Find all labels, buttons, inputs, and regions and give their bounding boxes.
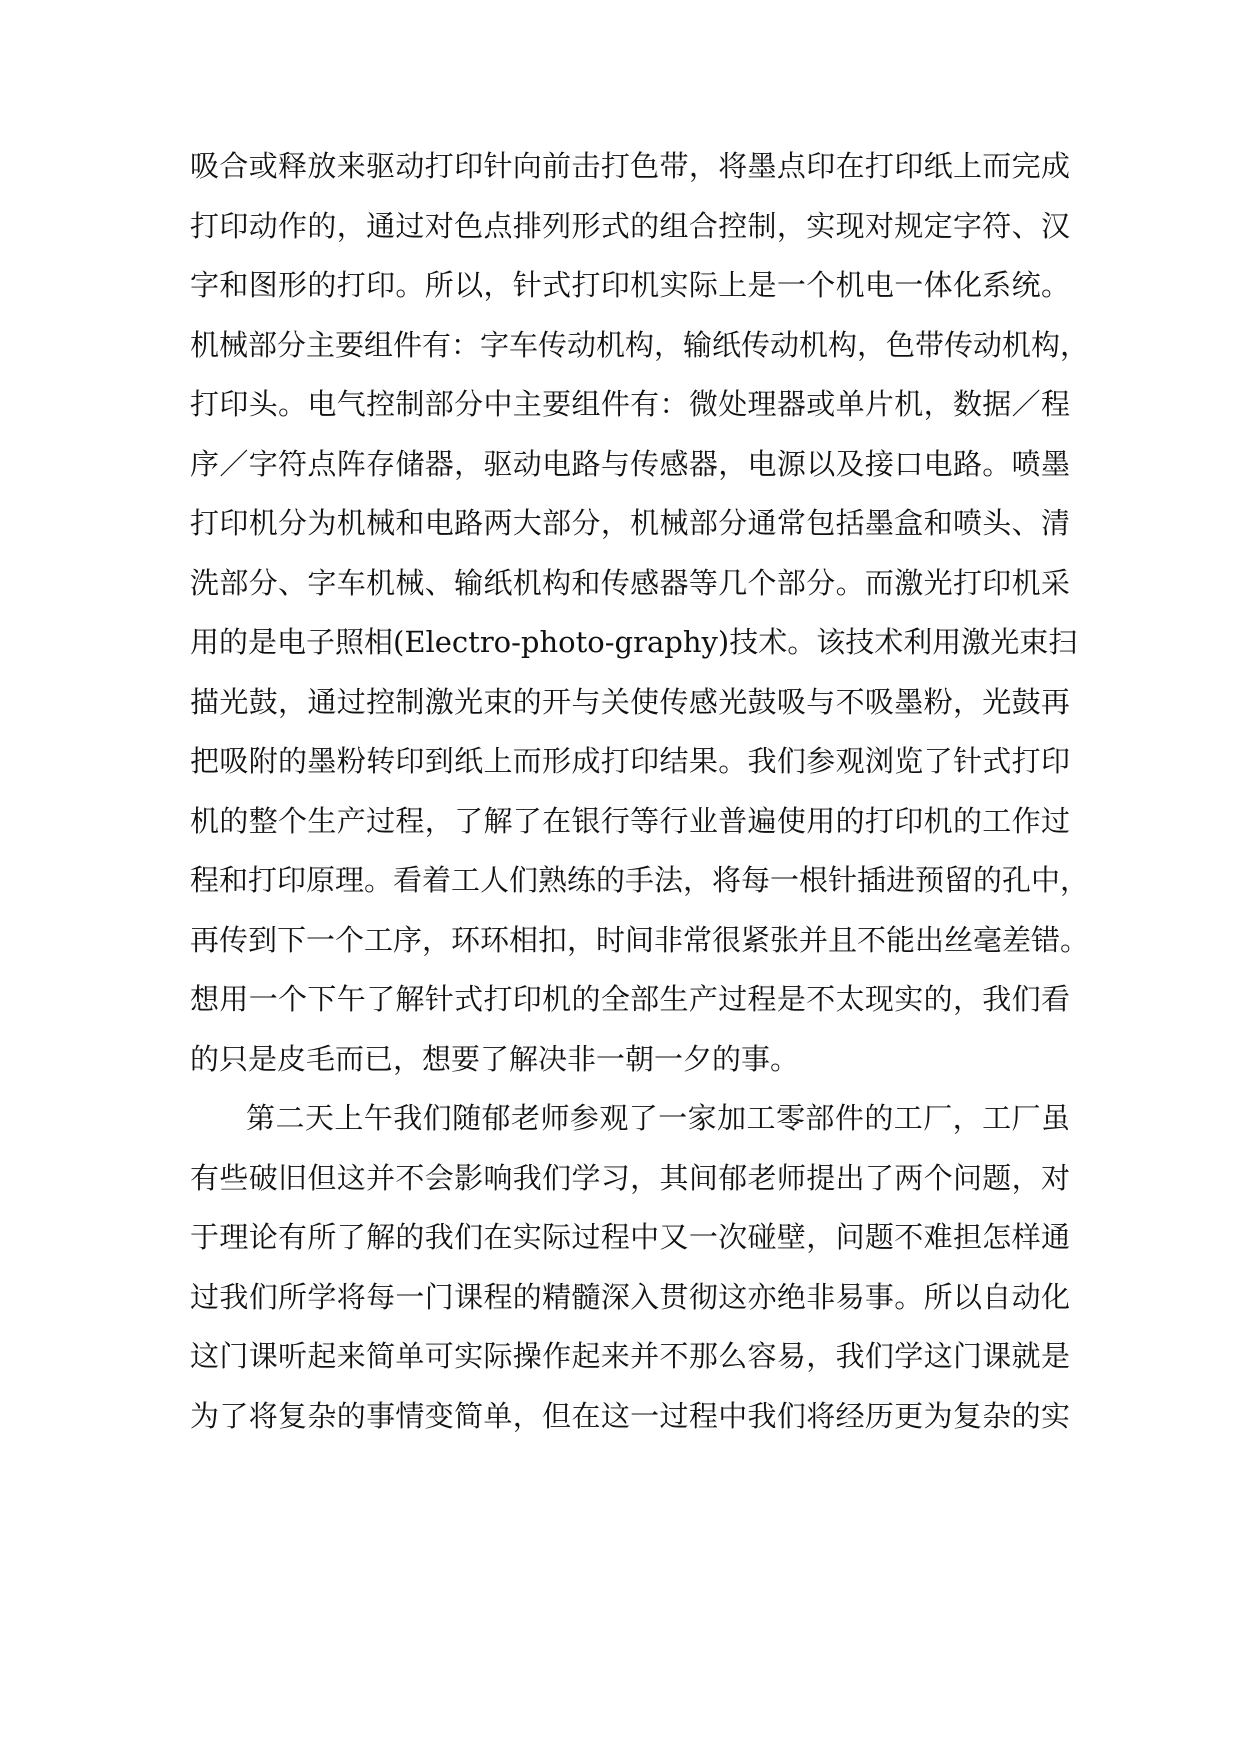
text-line: 于理论有所了解的我们在实际过程中又一次碰壁，问题不难担怎样通 bbox=[190, 1220, 1070, 1254]
text-line: 的只是皮毛而已，想要了解决非一朝一夕的事。 bbox=[190, 1042, 800, 1076]
text-line: 机械部分主要组件有：字车传动机构，输纸传动机构，色带传动机构， bbox=[190, 328, 1090, 362]
text-line: 把吸附的墨粉转印到纸上而形成打印结果。我们参观浏览了针式打印 bbox=[190, 744, 1070, 778]
text-line: 洗部分、字车机械、输纸机构和传感器等几个部分。而激光打印机采 bbox=[190, 566, 1070, 600]
text-line: 用的是电子照相(Electro-photo-graphy)技术。该技术利用激光束扫 bbox=[190, 625, 1078, 659]
text-line: 打印动作的，通过对色点排列形式的组合控制，实现对规定字符、汉 bbox=[190, 209, 1070, 243]
text-line: 过我们所学将每一门课程的精髓深入贯彻这亦绝非易事。所以自动化 bbox=[190, 1280, 1070, 1314]
text-line: 吸合或释放来驱动打印针向前击打色带，将墨点印在打印纸上而完成 bbox=[190, 149, 1070, 183]
text-line: 打印头。电气控制部分中主要组件有：微处理器或单片机，数据／程 bbox=[190, 387, 1070, 421]
text-line: 描光鼓，通过控制激光束的开与关使传感光鼓吸与不吸墨粉，光鼓再 bbox=[190, 685, 1070, 719]
text-line: 这门课听起来简单可实际操作起来并不那么容易，我们学这门课就是 bbox=[190, 1339, 1070, 1373]
text-line: 想用一个下午了解针式打印机的全部生产过程是不太现实的，我们看 bbox=[190, 982, 1070, 1016]
text-line: 机的整个生产过程，了解了在银行等行业普遍使用的打印机的工作过 bbox=[190, 804, 1070, 838]
text-line: 程和打印原理。看着工人们熟练的手法，将每一根针插进预留的孔中， bbox=[190, 863, 1090, 897]
text-line: 序／字符点阵存储器，驱动电路与传感器，电源以及接口电路。喷墨 bbox=[190, 447, 1070, 481]
text-line: 字和图形的打印。所以，针式打印机实际上是一个机电一体化系统。 bbox=[190, 268, 1070, 302]
text-line: 有些破旧但这并不会影响我们学习，其间郁老师提出了两个问题，对 bbox=[190, 1161, 1070, 1195]
text-line: 打印机分为机械和电路两大部分，机械部分通常包括墨盒和喷头、清 bbox=[190, 506, 1070, 540]
paragraph-first-line: 第二天上午我们随郁老师参观了一家加工零部件的工厂，工厂虽 bbox=[246, 1101, 1070, 1135]
text-line: 再传到下一个工序，环环相扣，时间非常很紧张并且不能出丝毫差错。 bbox=[190, 923, 1090, 957]
text-line: 为了将复杂的事情变简单，但在这一过程中我们将经历更为复杂的实 bbox=[190, 1399, 1070, 1433]
